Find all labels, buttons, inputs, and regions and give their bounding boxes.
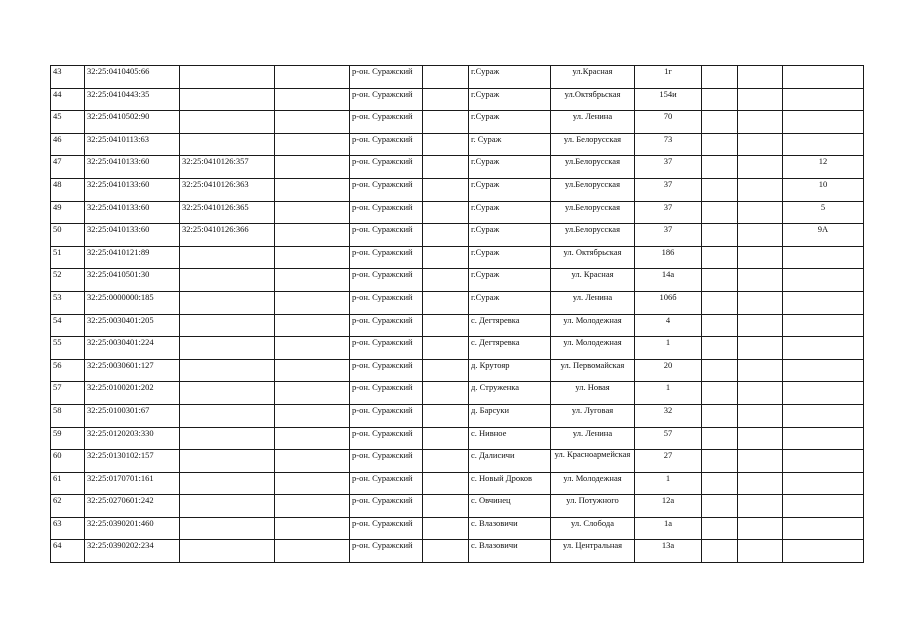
table-row	[51, 111, 864, 134]
cadastral-number-cell: 32:25:0410501:30	[85, 269, 180, 292]
empty-cell	[738, 111, 783, 134]
district-cell: р-он. Суражский	[350, 111, 423, 134]
district-cell: р-он. Суражский	[350, 314, 423, 337]
street-cell: ул. Красная	[551, 269, 635, 292]
row-number-cell: 64	[51, 540, 85, 563]
house-number-cell: 1а	[635, 517, 702, 540]
cadastral-number-2-cell	[180, 404, 275, 427]
flat-number-cell	[783, 404, 864, 427]
flat-number-cell	[783, 472, 864, 495]
empty-cell	[738, 66, 783, 89]
empty-cell	[423, 314, 469, 337]
house-number-cell: 13а	[635, 540, 702, 563]
table-row	[51, 404, 864, 427]
empty-cell	[702, 224, 738, 247]
row-number-cell: 48	[51, 178, 85, 201]
cadastral-number-2-cell	[180, 111, 275, 134]
house-number-cell: 186	[635, 246, 702, 269]
table-row	[51, 495, 864, 518]
row-number-cell: 53	[51, 291, 85, 314]
house-number-cell: 27	[635, 450, 702, 473]
empty-cell	[702, 450, 738, 473]
house-number-cell: 106б	[635, 291, 702, 314]
table-row	[51, 450, 864, 473]
locality-cell: г.Сураж	[469, 66, 551, 89]
table-row	[51, 88, 864, 111]
empty-cell	[702, 66, 738, 89]
cadastral-number-2-cell	[180, 540, 275, 563]
flat-number-cell	[783, 133, 864, 156]
street-cell: ул. Первомайская	[551, 359, 635, 382]
row-number-cell: 43	[51, 66, 85, 89]
empty-cell	[738, 178, 783, 201]
empty-cell	[275, 517, 350, 540]
cadastral-number-2-cell	[180, 495, 275, 518]
empty-cell	[702, 201, 738, 224]
empty-cell	[275, 314, 350, 337]
house-number-cell: 154и	[635, 88, 702, 111]
cadastral-number-cell: 32:25:0170701:161	[85, 472, 180, 495]
flat-number-cell	[783, 88, 864, 111]
locality-cell: г.Сураж	[469, 246, 551, 269]
house-number-cell: 57	[635, 427, 702, 450]
table-row	[51, 224, 864, 247]
locality-cell: с. Дегтяревка	[469, 314, 551, 337]
district-cell: р-он. Суражский	[350, 450, 423, 473]
locality-cell: д. Крутояр	[469, 359, 551, 382]
empty-cell	[423, 246, 469, 269]
flat-number-cell	[783, 382, 864, 405]
cadastral-number-2-cell	[180, 66, 275, 89]
empty-cell	[702, 517, 738, 540]
row-number-cell: 44	[51, 88, 85, 111]
empty-cell	[738, 291, 783, 314]
cadastral-number-2-cell	[180, 246, 275, 269]
empty-cell	[738, 540, 783, 563]
empty-cell	[738, 246, 783, 269]
empty-cell	[738, 427, 783, 450]
flat-number-cell	[783, 66, 864, 89]
district-cell: р-он. Суражский	[350, 382, 423, 405]
district-cell: р-он. Суражский	[350, 66, 423, 89]
empty-cell	[738, 88, 783, 111]
empty-cell	[275, 359, 350, 382]
flat-number-cell	[783, 314, 864, 337]
street-cell: ул. Молодежная	[551, 314, 635, 337]
table-row	[51, 246, 864, 269]
house-number-cell: 1	[635, 382, 702, 405]
row-number-cell: 58	[51, 404, 85, 427]
house-number-cell: 1	[635, 337, 702, 360]
cadastral-number-cell: 32:25:0030401:205	[85, 314, 180, 337]
table-row	[51, 337, 864, 360]
house-number-cell: 1г	[635, 66, 702, 89]
cadastral-number-2-cell	[180, 427, 275, 450]
house-number-cell: 37	[635, 156, 702, 179]
street-cell: ул.Белорусская	[551, 178, 635, 201]
district-cell: р-он. Суражский	[350, 495, 423, 518]
flat-number-cell	[783, 540, 864, 563]
empty-cell	[738, 314, 783, 337]
cadastral-number-2-cell	[180, 337, 275, 360]
locality-cell: с. Новый Дроков	[469, 472, 551, 495]
empty-cell	[738, 201, 783, 224]
flat-number-cell	[783, 291, 864, 314]
house-number-cell: 37	[635, 201, 702, 224]
district-cell: р-он. Суражский	[350, 472, 423, 495]
house-number-cell: 32	[635, 404, 702, 427]
empty-cell	[738, 337, 783, 360]
street-cell: ул. Молодежная	[551, 337, 635, 360]
flat-number-cell	[783, 450, 864, 473]
empty-cell	[702, 178, 738, 201]
cadastral-number-cell: 32:25:0410121:89	[85, 246, 180, 269]
empty-cell	[702, 111, 738, 134]
row-number-cell: 47	[51, 156, 85, 179]
empty-cell	[275, 495, 350, 518]
table-row	[51, 291, 864, 314]
locality-cell: с. Нивное	[469, 427, 551, 450]
empty-cell	[423, 495, 469, 518]
flat-number-cell	[783, 517, 864, 540]
empty-cell	[423, 201, 469, 224]
cadastral-number-2-cell	[180, 291, 275, 314]
district-cell: р-он. Суражский	[350, 427, 423, 450]
district-cell: р-он. Суражский	[350, 246, 423, 269]
empty-cell	[738, 133, 783, 156]
row-number-cell: 50	[51, 224, 85, 247]
locality-cell: с. Овчинец	[469, 495, 551, 518]
row-number-cell: 45	[51, 111, 85, 134]
flat-number-cell	[783, 246, 864, 269]
district-cell: р-он. Суражский	[350, 540, 423, 563]
empty-cell	[738, 517, 783, 540]
cadastral-number-cell: 32:25:0100301:67	[85, 404, 180, 427]
house-number-cell: 37	[635, 178, 702, 201]
cadastral-number-2-cell: 32:25:0410126:357	[180, 156, 275, 179]
locality-cell: г. Сураж	[469, 133, 551, 156]
empty-cell	[738, 382, 783, 405]
row-number-cell: 55	[51, 337, 85, 360]
cadastral-number-2-cell: 32:25:0410126:366	[180, 224, 275, 247]
table-body	[51, 66, 864, 563]
empty-cell	[702, 382, 738, 405]
empty-cell	[702, 246, 738, 269]
locality-cell: г.Сураж	[469, 88, 551, 111]
empty-cell	[275, 382, 350, 405]
empty-cell	[423, 359, 469, 382]
flat-number-cell	[783, 495, 864, 518]
locality-cell: с. Далисичи	[469, 450, 551, 473]
property-register-table	[50, 65, 864, 563]
row-number-cell: 63	[51, 517, 85, 540]
cadastral-number-2-cell	[180, 517, 275, 540]
empty-cell	[738, 404, 783, 427]
cadastral-number-cell: 32:25:0000000:185	[85, 291, 180, 314]
flat-number-cell	[783, 111, 864, 134]
row-number-cell: 59	[51, 427, 85, 450]
table-row	[51, 382, 864, 405]
house-number-cell: 70	[635, 111, 702, 134]
empty-cell	[702, 540, 738, 563]
flat-number-cell: 9А	[783, 224, 864, 247]
empty-cell	[423, 404, 469, 427]
house-number-cell: 14а	[635, 269, 702, 292]
district-cell: р-он. Суражский	[350, 269, 423, 292]
empty-cell	[275, 66, 350, 89]
empty-cell	[702, 88, 738, 111]
table-row	[51, 472, 864, 495]
table-row	[51, 133, 864, 156]
street-cell: ул. Ленина	[551, 291, 635, 314]
empty-cell	[275, 201, 350, 224]
empty-cell	[275, 291, 350, 314]
locality-cell: г.Сураж	[469, 291, 551, 314]
empty-cell	[702, 472, 738, 495]
empty-cell	[275, 111, 350, 134]
district-cell: р-он. Суражский	[350, 178, 423, 201]
empty-cell	[702, 314, 738, 337]
locality-cell: г.Сураж	[469, 201, 551, 224]
empty-cell	[423, 66, 469, 89]
district-cell: р-он. Суражский	[350, 88, 423, 111]
cadastral-number-2-cell	[180, 133, 275, 156]
locality-cell: г.Сураж	[469, 269, 551, 292]
flat-number-cell	[783, 427, 864, 450]
locality-cell: г.Сураж	[469, 156, 551, 179]
district-cell: р-он. Суражский	[350, 337, 423, 360]
table-row	[51, 178, 864, 201]
empty-cell	[275, 472, 350, 495]
street-cell: ул.Красная	[551, 66, 635, 89]
cadastral-number-2-cell: 32:25:0410126:365	[180, 201, 275, 224]
locality-cell: с. Влазовичи	[469, 540, 551, 563]
cadastral-number-cell: 32:25:0410443:35	[85, 88, 180, 111]
street-cell: ул. Красноармейская	[551, 450, 635, 473]
cadastral-number-cell: 32:25:0410113:63	[85, 133, 180, 156]
district-cell: р-он. Суражский	[350, 224, 423, 247]
empty-cell	[702, 269, 738, 292]
flat-number-cell	[783, 269, 864, 292]
table-row	[51, 540, 864, 563]
flat-number-cell	[783, 337, 864, 360]
cadastral-number-2-cell: 32:25:0410126:363	[180, 178, 275, 201]
district-cell: р-он. Суражский	[350, 404, 423, 427]
empty-cell	[702, 337, 738, 360]
empty-cell	[702, 291, 738, 314]
street-cell: ул. Ленина	[551, 111, 635, 134]
house-number-cell: 1	[635, 472, 702, 495]
row-number-cell: 57	[51, 382, 85, 405]
table-row	[51, 156, 864, 179]
empty-cell	[423, 337, 469, 360]
locality-cell: с. Дегтяревка	[469, 337, 551, 360]
district-cell: р-он. Суражский	[350, 517, 423, 540]
empty-cell	[702, 133, 738, 156]
empty-cell	[275, 88, 350, 111]
empty-cell	[702, 495, 738, 518]
empty-cell	[275, 269, 350, 292]
empty-cell	[423, 450, 469, 473]
house-number-cell: 4	[635, 314, 702, 337]
empty-cell	[423, 517, 469, 540]
empty-cell	[738, 495, 783, 518]
empty-cell	[702, 404, 738, 427]
row-number-cell: 54	[51, 314, 85, 337]
house-number-cell: 20	[635, 359, 702, 382]
street-cell: ул.Белорусская	[551, 201, 635, 224]
empty-cell	[275, 427, 350, 450]
cadastral-number-cell: 32:25:0410405:66	[85, 66, 180, 89]
empty-cell	[423, 156, 469, 179]
cadastral-number-cell: 32:25:0410133:60	[85, 178, 180, 201]
row-number-cell: 49	[51, 201, 85, 224]
empty-cell	[702, 156, 738, 179]
empty-cell	[275, 540, 350, 563]
street-cell: ул. Центральная	[551, 540, 635, 563]
empty-cell	[423, 427, 469, 450]
street-cell: ул. Луговая	[551, 404, 635, 427]
empty-cell	[275, 133, 350, 156]
empty-cell	[275, 156, 350, 179]
street-cell: ул. Молодежная	[551, 472, 635, 495]
empty-cell	[423, 133, 469, 156]
locality-cell: г.Сураж	[469, 178, 551, 201]
table-row	[51, 427, 864, 450]
locality-cell: с. Влазовичи	[469, 517, 551, 540]
empty-cell	[275, 404, 350, 427]
empty-cell	[423, 224, 469, 247]
empty-cell	[738, 156, 783, 179]
cadastral-number-2-cell	[180, 382, 275, 405]
cadastral-number-2-cell	[180, 88, 275, 111]
locality-cell: г.Сураж	[469, 111, 551, 134]
empty-cell	[423, 111, 469, 134]
empty-cell	[738, 224, 783, 247]
street-cell: ул. Ленина	[551, 427, 635, 450]
empty-cell	[275, 246, 350, 269]
street-cell: ул. Потужного	[551, 495, 635, 518]
flat-number-cell: 10	[783, 178, 864, 201]
empty-cell	[275, 337, 350, 360]
district-cell: р-он. Суражский	[350, 133, 423, 156]
cadastral-number-cell: 32:25:0030601:127	[85, 359, 180, 382]
house-number-cell: 37	[635, 224, 702, 247]
empty-cell	[702, 359, 738, 382]
cadastral-number-cell: 32:25:0390202:234	[85, 540, 180, 563]
row-number-cell: 46	[51, 133, 85, 156]
cadastral-number-cell: 32:25:0100201:202	[85, 382, 180, 405]
table-row	[51, 201, 864, 224]
street-cell: ул.Белорусская	[551, 156, 635, 179]
street-cell: ул. Слобода	[551, 517, 635, 540]
empty-cell	[738, 450, 783, 473]
street-cell: ул.Октябрьская	[551, 88, 635, 111]
street-cell: ул. Октябрьская	[551, 246, 635, 269]
cadastral-number-cell: 32:25:0130102:157	[85, 450, 180, 473]
row-number-cell: 51	[51, 246, 85, 269]
street-cell: ул. Новая	[551, 382, 635, 405]
row-number-cell: 56	[51, 359, 85, 382]
empty-cell	[738, 269, 783, 292]
flat-number-cell	[783, 359, 864, 382]
empty-cell	[423, 88, 469, 111]
empty-cell	[423, 291, 469, 314]
cadastral-number-cell: 32:25:0270601:242	[85, 495, 180, 518]
locality-cell: г.Сураж	[469, 224, 551, 247]
cadastral-number-cell: 32:25:0390201:460	[85, 517, 180, 540]
cadastral-number-cell: 32:25:0030401:224	[85, 337, 180, 360]
flat-number-cell: 5	[783, 201, 864, 224]
street-cell: ул.Белорусская	[551, 224, 635, 247]
cadastral-number-2-cell	[180, 450, 275, 473]
row-number-cell: 52	[51, 269, 85, 292]
cadastral-number-cell: 32:25:0410502:90	[85, 111, 180, 134]
cadastral-number-2-cell	[180, 359, 275, 382]
empty-cell	[275, 178, 350, 201]
empty-cell	[738, 359, 783, 382]
empty-cell	[423, 382, 469, 405]
empty-cell	[423, 178, 469, 201]
table-row	[51, 269, 864, 292]
empty-cell	[738, 472, 783, 495]
district-cell: р-он. Суражский	[350, 201, 423, 224]
empty-cell	[702, 427, 738, 450]
street-cell: ул. Белорусская	[551, 133, 635, 156]
table-row	[51, 314, 864, 337]
cadastral-number-2-cell	[180, 314, 275, 337]
empty-cell	[423, 269, 469, 292]
table-row	[51, 359, 864, 382]
cadastral-number-cell: 32:25:0410133:60	[85, 156, 180, 179]
house-number-cell: 12а	[635, 495, 702, 518]
cadastral-number-cell: 32:25:0120203:330	[85, 427, 180, 450]
district-cell: р-он. Суражский	[350, 291, 423, 314]
locality-cell: д. Струженка	[469, 382, 551, 405]
cadastral-number-2-cell	[180, 269, 275, 292]
empty-cell	[423, 540, 469, 563]
district-cell: р-он. Суражский	[350, 156, 423, 179]
cadastral-number-2-cell	[180, 472, 275, 495]
cadastral-number-cell: 32:25:0410133:60	[85, 224, 180, 247]
house-number-cell: 73	[635, 133, 702, 156]
table-row	[51, 517, 864, 540]
row-number-cell: 60	[51, 450, 85, 473]
table-row	[51, 66, 864, 89]
flat-number-cell: 12	[783, 156, 864, 179]
empty-cell	[423, 472, 469, 495]
district-cell: р-он. Суражский	[350, 359, 423, 382]
row-number-cell: 61	[51, 472, 85, 495]
locality-cell: д. Барсуки	[469, 404, 551, 427]
row-number-cell: 62	[51, 495, 85, 518]
empty-cell	[275, 450, 350, 473]
cadastral-number-cell: 32:25:0410133:60	[85, 201, 180, 224]
empty-cell	[275, 224, 350, 247]
